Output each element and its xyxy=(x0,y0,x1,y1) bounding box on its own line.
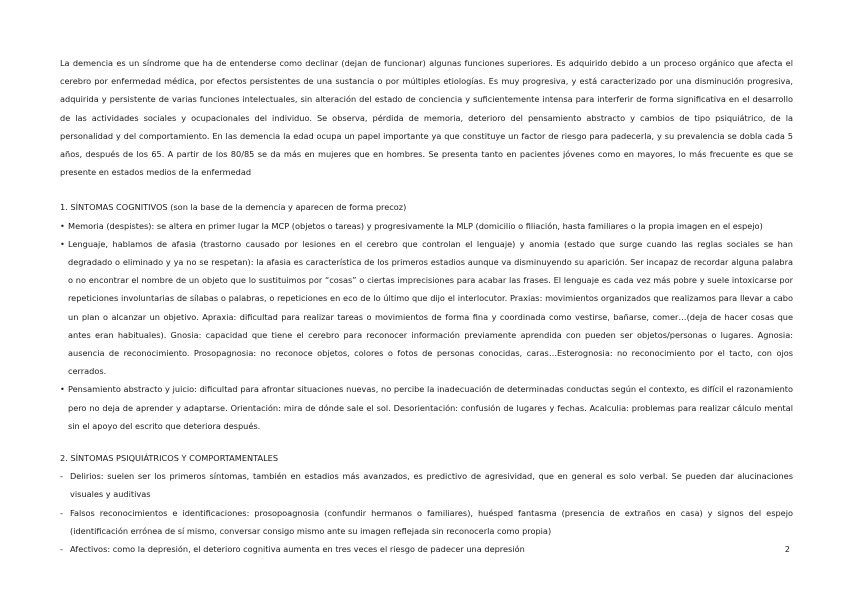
list-item xyxy=(60,380,793,435)
bullet-marker: • xyxy=(60,384,65,395)
list-item xyxy=(60,540,793,558)
section-2-heading: 2. SÍNTOMAS PSIQUIÁTRICOS Y COMPORTAMENTALES xyxy=(60,453,279,464)
list-item-text: Afectivos: como la depresión, el deterioro cognitiva aumenta en tres veces el riesgo de padecer una depresión xyxy=(70,544,525,555)
bullet-marker: • xyxy=(60,220,65,231)
list-item-text: Memoria (despistes): se altera en primer lugar la MCP (objetos o tareas) y progresivamente la MLP (domicilio o filiación, hasta familiares o la propia imagen en el espejo) xyxy=(68,220,763,231)
section-2-list xyxy=(60,467,793,558)
list-item-text: Delirios: suelen ser los primeros síntomas, también en estadios más avanzados, es predictivo de agresividad, que en general es solo verbal. Se pueden dar alucinaciones visuales y auditivas xyxy=(70,471,793,500)
list-item xyxy=(60,235,793,381)
list-item xyxy=(60,217,793,235)
section-1-heading: 1. SÍNTOMAS COGNITIVOS (son la base de la demencia y aparecen de forma precoz) xyxy=(60,202,407,213)
list-item-text: Falsos reconocimientos e identificaciones: prosopoagnosia (confundir hermanos o familiares), huésped fantasma (presencia de extraños en casa) y signos del espejo (identificación errónea de sí mismo, conversar consigo mismo ante su imagen reflejada sin reconocerla como propia) xyxy=(70,507,793,536)
bullet-marker: • xyxy=(60,238,65,249)
page-number: 2 xyxy=(784,545,790,554)
dash-marker: - xyxy=(60,507,63,518)
dash-marker: - xyxy=(60,471,63,482)
list-item-text: Lenguaje, hablamos de afasia (trastorno causado por lesiones en el cerebro que controlan el lenguaje) y anomia (estado que surge cuando las reglas sociales se han degradado o eliminado y ya no se respetan): la afasia es característica de los primeros estadios aunque va disminuyendo su aparición. Ser incapaz de recordar alguna palabra o no encontrar el nombre de un objeto que lo sustituimos por “cosas” o ciertas imprecisiones para acabar las frases. El lenguaje es cada vez más pobre y suele intoxicarse por repeticiones involuntarias de sílabas o palabras, o repeticiones en eco de lo último que dijo el interlocutor. Praxias: movimientos organizados que realizamos para llevar a cabo un plan o alcanzar un objetivo. Apraxia: dificultad para realizar tareas o movimientos de forma fina y coordinada como vestirse, bañarse, comer…(deja de hacer cosas que antes eran habituales). Gnosia: capacidad que tiene el cerebro para reconocer información previamente aprendida con pueden ser objetos/personas o lugares. Agnosia: ausencia de reconocimiento. Prosopagnosia: no reconoce objetos, colores o fotos de personas conocidas, caras…Esterognosia: no reconocimiento por el tacto, con ojos cerrados. xyxy=(68,238,793,377)
list-item-text: Pensamiento abstracto y juicio: dificultad para afrontar situaciones nuevas, no percibe la inadecuación de determinadas conductas según el contexto, es difícil el razonamiento pero no deja de aprender y adaptarse. Orientación: mira de dónde sale el sol. Desorientación: confusión de lugares y fechas. Acalculia: problemas para realizar cálculo mental sin el apoyo del escrito que deteriora después. xyxy=(68,384,793,431)
list-item xyxy=(60,467,793,503)
dash-marker: - xyxy=(60,544,63,555)
intro-paragraph: La demencia es un síndrome que ha de entenderse como declinar (dejan de funcionar) algunas funciones superiores. Es adquirido debido a un proceso orgánico que afecta el cerebro por enfermedad médica, por efectos persistentes de una sustancia o por múltiples etiologías. Es muy progresiva, y está caracterizado por una disminución progresiva, adquirida y persistente de varias funciones intelectuales, sin alteración del estado de conciencia y suficientemente intensa para interferir de forma significativa en el desarrollo de las actividades sociales y ocupacionales del individuo. Se observa, pérdida de memoria, deterioro del pensamiento abstracto y cambios de tipo psiquiátrico, de la personalidad y del comportamiento. En las demencia la edad ocupa un papel importante ya que constituye un factor de riesgo para padecerla, y su prevalencia se dobla cada 5 años, después de los 65. A partir de los 80/85 se da más en mujeres que en hombres. Se presenta tanto en pacientes jóvenes como en mayores, lo más frecuente es que se presente en estados medios de la enfermedad xyxy=(60,58,793,178)
section-1-list xyxy=(60,217,793,435)
list-item xyxy=(60,504,793,540)
